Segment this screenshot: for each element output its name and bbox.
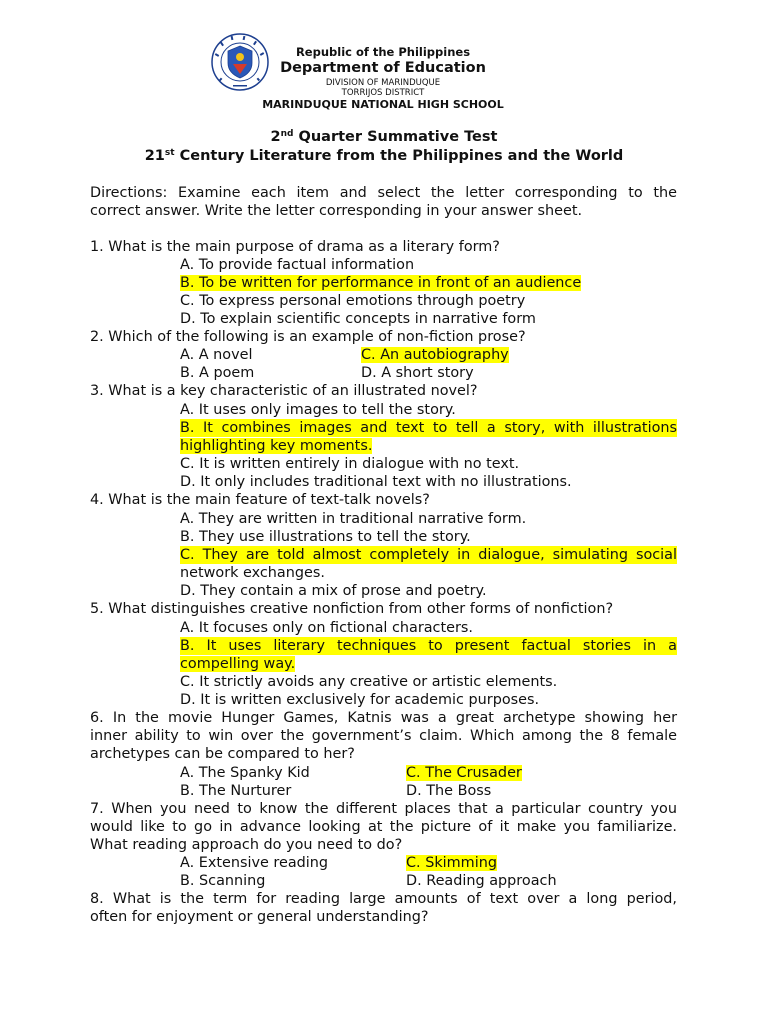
subject-title: 21st Century Literature from the Philippines and the World (144, 148, 624, 164)
question-3-option-b (180, 419, 677, 455)
question-3-option-d: D. It only includes traditional text with no illustrations. (180, 474, 572, 490)
option-line: compelling way. (180, 656, 296, 672)
question-1-option-d: D. To explain scientific concepts in narrative form (180, 311, 536, 327)
question-1-text: 1. What is the main purpose of drama as a literary form? (90, 239, 500, 255)
question-4-option-a: A. They are written in traditional narrative form. (180, 511, 527, 527)
question-line: archetypes can be compared to her? (90, 746, 355, 762)
option-line: network exchanges. (180, 565, 325, 581)
question-4-option-d: D. They contain a mix of prose and poetry. (180, 583, 487, 599)
question-line: would like to go in advance looking at the picture of it make you familiarize. (90, 819, 677, 835)
district-line: TORRIJOS DISTRICT (341, 88, 425, 98)
question-1-option-a: A. To provide factual information (180, 257, 415, 273)
question-2-text: 2. Which of the following is an example of non-fiction prose? (90, 329, 526, 345)
question-5-option-b (180, 637, 677, 673)
department-line: Department of Education (280, 60, 486, 76)
question-line: 7. When you need to know the different places that a particular country you (90, 801, 677, 817)
question-1-option-c: C. To express personal emotions through poetry (180, 293, 526, 309)
question-6-option-c: C. The Crusader (406, 765, 522, 781)
question-line: 8. What is the term for reading large amounts of text over a long period, (90, 891, 677, 907)
school-name: MARINDUQUE NATIONAL HIGH SCHOOL (262, 98, 504, 111)
question-line: often for enjoyment or general understanding? (90, 909, 429, 925)
option-line: B. It combines images and text to tell a story, with illustrations (180, 420, 677, 436)
question-5-option-c: C. It strictly avoids any creative or artistic elements. (180, 674, 558, 690)
question-4-text: 4. What is the main feature of text-talk novels? (90, 492, 430, 508)
question-2-option-d: D. A short story (361, 365, 474, 381)
test-title: 2nd Quarter Summative Test (270, 129, 498, 145)
question-3-text: 3. What is a key characteristic of an illustrated novel? (90, 383, 478, 399)
question-3-option-a: A. It uses only images to tell the story. (180, 402, 456, 418)
directions-line: Directions: Examine each item and select the letter corresponding to the (90, 185, 677, 201)
question-7-option-a: A. Extensive reading (180, 855, 329, 871)
question-6-option-d: D. The Boss (406, 783, 492, 799)
question-4-option-b: B. They use illustrations to tell the story. (180, 529, 471, 545)
question-6-option-b: B. The Nurturer (180, 783, 292, 799)
question-6-text (90, 709, 677, 763)
question-5-option-a: A. It focuses only on fictional characters. (180, 620, 473, 636)
question-1-option-b: B. To be written for performance in front of an audience (180, 275, 582, 291)
question-5-option-d: D. It is written exclusively for academic purposes. (180, 692, 540, 708)
question-3-option-c: C. It is written entirely in dialogue with no text. (180, 456, 520, 472)
question-7-text (90, 800, 677, 854)
question-2-option-b: B. A poem (180, 365, 255, 381)
option-line: C. They are told almost completely in dialogue, simulating social (180, 547, 677, 563)
question-7-option-d: D. Reading approach (406, 873, 557, 889)
republic-line: Republic of the Philippines (295, 45, 471, 59)
directions-line: correct answer. Write the letter corresponding in your answer sheet. (90, 203, 583, 219)
option-line: B. It uses literary techniques to present factual stories in a (180, 638, 677, 654)
division-line: DIVISION OF MARINDUQUE (325, 78, 441, 88)
question-line: What reading approach do you need to do? (90, 837, 403, 853)
question-line: 6. In the movie Hunger Games, Katnis was a great archetype showing her (90, 710, 677, 726)
question-2-option-c: C. An autobiography (361, 347, 509, 363)
question-line: inner ability to win over the government’s claim. Which among the 8 female (90, 728, 677, 744)
question-4-option-c (180, 546, 677, 582)
question-8-text (90, 890, 677, 926)
question-2-option-a: A. A novel (180, 347, 253, 363)
question-6-option-a: A. The Spanky Kid (180, 765, 310, 781)
option-line: highlighting key moments. (180, 438, 373, 454)
question-7-option-c: C. Skimming (406, 855, 497, 871)
directions (90, 184, 677, 220)
question-7-option-b: B. Scanning (180, 873, 266, 889)
question-5-text: 5. What distinguishes creative nonfiction from other forms of nonfiction? (90, 601, 614, 617)
